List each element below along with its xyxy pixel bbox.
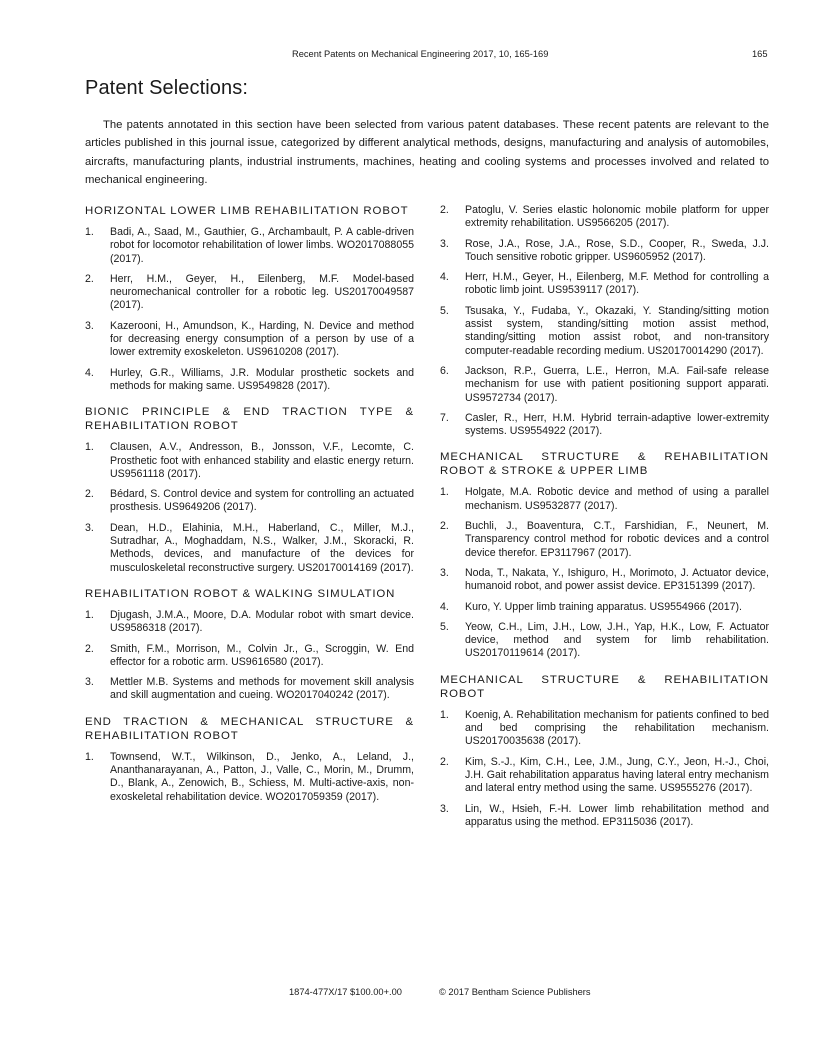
entry-number: 1. — [85, 608, 94, 621]
patent-entry — [85, 367, 414, 394]
patent-entry — [440, 601, 769, 614]
patent-list — [85, 226, 414, 393]
patent-entry — [440, 305, 769, 358]
patent-entry — [85, 226, 414, 266]
patent-entry — [440, 238, 769, 265]
entry-text: Koenig, A. Rehabilitation mechanism for patients confined to bed and bed comprising the rehabilitation mechanism. US20170035638 (2017). — [465, 708, 769, 748]
entry-text: Dean, H.D., Elahinia, M.H., Haberland, C., Miller, M.J., Sutradhar, A., Moghaddam, N.S., Walker, J.M., Skoracki, R. Methods, devices, and manufacture of the devices for musculoskeletal reconstructive surgery. US20170014169 (2017). — [110, 521, 414, 574]
page-number: 165 — [752, 49, 768, 59]
entry-number: 4. — [440, 600, 449, 613]
entry-number: 3. — [85, 319, 94, 332]
entry-text: Hurley, G.R., Williams, J.R. Modular prosthetic sockets and methods for making same. US9549828 (2017). — [110, 366, 414, 392]
entry-number: 1. — [85, 226, 94, 238]
section-heading: HORIZONTAL LOWER LIMB REHABILITATION ROBOT — [85, 205, 409, 217]
entry-number: 4. — [85, 366, 94, 379]
intro-paragraph: The patents annotated in this section have been selected from various patent databases. These recent patents are relevant to the articles published in this journal issue, categorized by different analytical methods, designs, manufacturing and analysis of automobiles, aircrafts, manufacturing plants, industrial instruments, machines, heating and cooling systems and processes involved and related to mechanical engineering. — [85, 119, 769, 187]
entry-number: 6. — [440, 364, 449, 377]
patent-entry — [440, 709, 769, 749]
patent-entry — [440, 412, 769, 439]
patent-list — [440, 204, 769, 438]
patent-entry — [440, 204, 769, 231]
entry-text: Lin, W., Hsieh, F.-H. Lower limb rehabilitation method and apparatus using the method. EP3115036 (2017). — [465, 802, 769, 828]
patent-entry — [440, 520, 769, 560]
entry-text: Kazerooni, H., Amundson, K., Harding, N. Device and method for decreasing energy consumption of a person by use of a lower extremity exoskeleton. US9610208 (2017). — [110, 319, 414, 359]
entry-text: Mettler M.B. Systems and methods for movement skill analysis and skill augmentation and cueing. WO2017040242 (2017). — [110, 676, 414, 702]
entry-text: Buchli, J., Boaventura, C.T., Farshidian, F., Neunert, M. Transparency control method for robotic devices and a control device therefor. EP3117967 (2017). — [465, 520, 769, 559]
entry-number: 1. — [85, 441, 94, 454]
entry-number: 3. — [440, 566, 449, 579]
entry-text: Bédard, S. Control device and system for controlling an actuated prosthesis. US9649206 (2017). — [110, 488, 414, 514]
section-heading: END TRACTION & MECHANICAL STRUCTURE & REHABILITATION ROBOT — [85, 715, 414, 742]
entry-text: Townsend, W.T., Wilkinson, D., Jenko, A., Leland, J., Ananthanarayanan, A., Patton, J., Valle, C., Morin, M., Drumm, D., Blank, A., Zenowich, B., Schiess, M. Multi-active-axis, non-exoskeletal rehabilitation device. WO2017059359 (2017). — [110, 750, 414, 803]
entry-text: Kuro, Y. Upper limb training apparatus. US9554966 (2017). — [465, 600, 742, 613]
patent-entry — [440, 365, 769, 405]
patent-entry — [440, 621, 769, 661]
patent-entry — [85, 273, 414, 313]
patent-entry — [85, 676, 414, 703]
patent-entry — [440, 486, 769, 513]
section-heading: BIONIC PRINCIPLE & END TRACTION TYPE & REHABILITATION ROBOT — [85, 406, 414, 433]
patent-entry — [85, 441, 414, 481]
entry-text: Herr, H.M., Geyer, H., Eilenberg, M.F. Method for controlling a robotic limb joint. US9539117 (2017). — [465, 271, 769, 297]
patent-section — [85, 204, 414, 393]
entry-text: Casler, R., Herr, H.M. Hybrid terrain-adaptive lower-extremity systems. US9554922 (2017). — [465, 411, 769, 438]
entry-text: Kim, S.-J., Kim, C.H., Lee, J.M., Jung, C.Y., Jeon, H.-J., Choi, J.H. Gait rehabilitation apparatus having lateral entry mechanism and lateral entry method using the same. US9555276 (2017). — [465, 755, 769, 795]
left-column — [85, 204, 414, 816]
patent-list — [440, 486, 769, 660]
entry-number: 5. — [440, 620, 449, 633]
entry-number: 2. — [85, 488, 94, 501]
entry-text: Djugash, J.M.A., Moore, D.A. Modular robot with smart device. US9586318 (2017). — [110, 608, 414, 635]
patent-list — [85, 441, 414, 575]
entry-text: Yeow, C.H., Lim, J.H., Low, J.H., Yap, H.K., Low, F. Actuator device, method and system for limb rehabilitation. US20170119614 (2017). — [465, 620, 769, 660]
patent-section — [440, 204, 769, 438]
issn-price: 1874-477X/17 $100.00+.00 — [289, 987, 402, 997]
entry-number: 2. — [440, 755, 449, 768]
patent-section — [440, 450, 769, 660]
entry-number: 2. — [85, 642, 94, 655]
entry-number: 5. — [440, 304, 449, 317]
patent-list — [85, 609, 414, 703]
patent-entry — [440, 567, 769, 594]
right-column — [440, 204, 769, 841]
patent-entry — [85, 488, 414, 515]
entry-number: 4. — [440, 271, 449, 284]
entry-text: Holgate, M.A. Robotic device and method of using a parallel mechanism. US9532877 (2017). — [465, 486, 769, 512]
copyright-notice: © 2017 Bentham Science Publishers — [439, 987, 591, 997]
patent-section — [85, 587, 414, 703]
entry-text: Patoglu, V. Series elastic holonomic mobile platform for upper extremity rehabilitation. US9566205 (2017). — [465, 204, 769, 230]
entry-number: 7. — [440, 411, 449, 424]
journal-citation: Recent Patents on Mechanical Engineering 2017, 10, 165-169 — [292, 49, 549, 59]
entry-number: 3. — [85, 521, 94, 534]
entry-number: 1. — [440, 708, 449, 721]
entry-number: 2. — [440, 204, 449, 216]
patent-entry — [85, 320, 414, 360]
entry-text: Tsusaka, Y., Fudaba, Y., Okazaki, Y. Standing/sitting motion assist system, standing/sitting motion assist method, standing/sitting motion assist robot, and non-transitory computer-readable recording medium. US20170014290 (2017). — [465, 304, 769, 357]
patent-section — [85, 715, 414, 804]
entry-text: Badi, A., Saad, M., Gauthier, G., Archambault, P. A cable-driven robot for locomotor rehabilitation of lower limbs. WO2017088055 (2017). — [110, 226, 414, 265]
entry-number: 2. — [440, 520, 449, 533]
patent-entry — [85, 522, 414, 575]
patent-list — [85, 751, 414, 804]
patent-section — [440, 673, 769, 829]
patent-entry — [440, 803, 769, 830]
page-title: Patent Selections: — [85, 77, 249, 99]
patent-entry — [440, 271, 769, 298]
entry-number: 3. — [85, 676, 94, 689]
patent-entry — [85, 643, 414, 670]
entry-number: 1. — [85, 750, 94, 763]
entry-text: Rose, J.A., Rose, J.A., Rose, S.D., Cooper, R., Sweda, J.J. Touch sensitive robotic gripper. US9605952 (2017). — [465, 237, 769, 263]
patent-entry — [440, 756, 769, 796]
entry-text: Herr, H.M., Geyer, H., Eilenberg, M.F. Model-based neuromechanical controller for a robotic leg. US20170049587 (2017). — [110, 272, 414, 312]
patent-entry — [85, 609, 414, 636]
entry-text: Noda, T., Nakata, Y., Ishiguro, H., Morimoto, J. Actuator device, humanoid robot, and power assist device. EP3151399 (2017). — [465, 566, 769, 593]
entry-number: 3. — [440, 237, 449, 250]
entry-number: 3. — [440, 802, 449, 815]
entry-number: 2. — [85, 272, 94, 285]
patent-list — [440, 709, 769, 829]
entry-number: 1. — [440, 486, 449, 499]
section-heading: MECHANICAL STRUCTURE & REHABILITATION ROBOT & STROKE & UPPER LIMB — [440, 451, 769, 478]
entry-text: Clausen, A.V., Andresson, B., Jonsson, V.F., Lecomte, C. Prosthetic foot with enhanced stability and elastic energy return. US9561118 (2017). — [110, 441, 414, 480]
section-heading: MECHANICAL STRUCTURE & REHABILITATION ROBOT — [440, 673, 769, 700]
entry-text: Smith, F.M., Morrison, M., Colvin Jr., G., Scroggin, W. End effector for a robotic arm. US9616580 (2017). — [110, 642, 414, 668]
patent-section — [85, 405, 414, 575]
section-heading: REHABILITATION ROBOT & WALKING SIMULATION — [85, 587, 396, 600]
patent-entry — [85, 751, 414, 804]
entry-text: Jackson, R.P., Guerra, L.E., Herron, M.A. Fail-safe release mechanism for use with patient positioning support apparati. US9572734 (2017). — [465, 364, 769, 404]
